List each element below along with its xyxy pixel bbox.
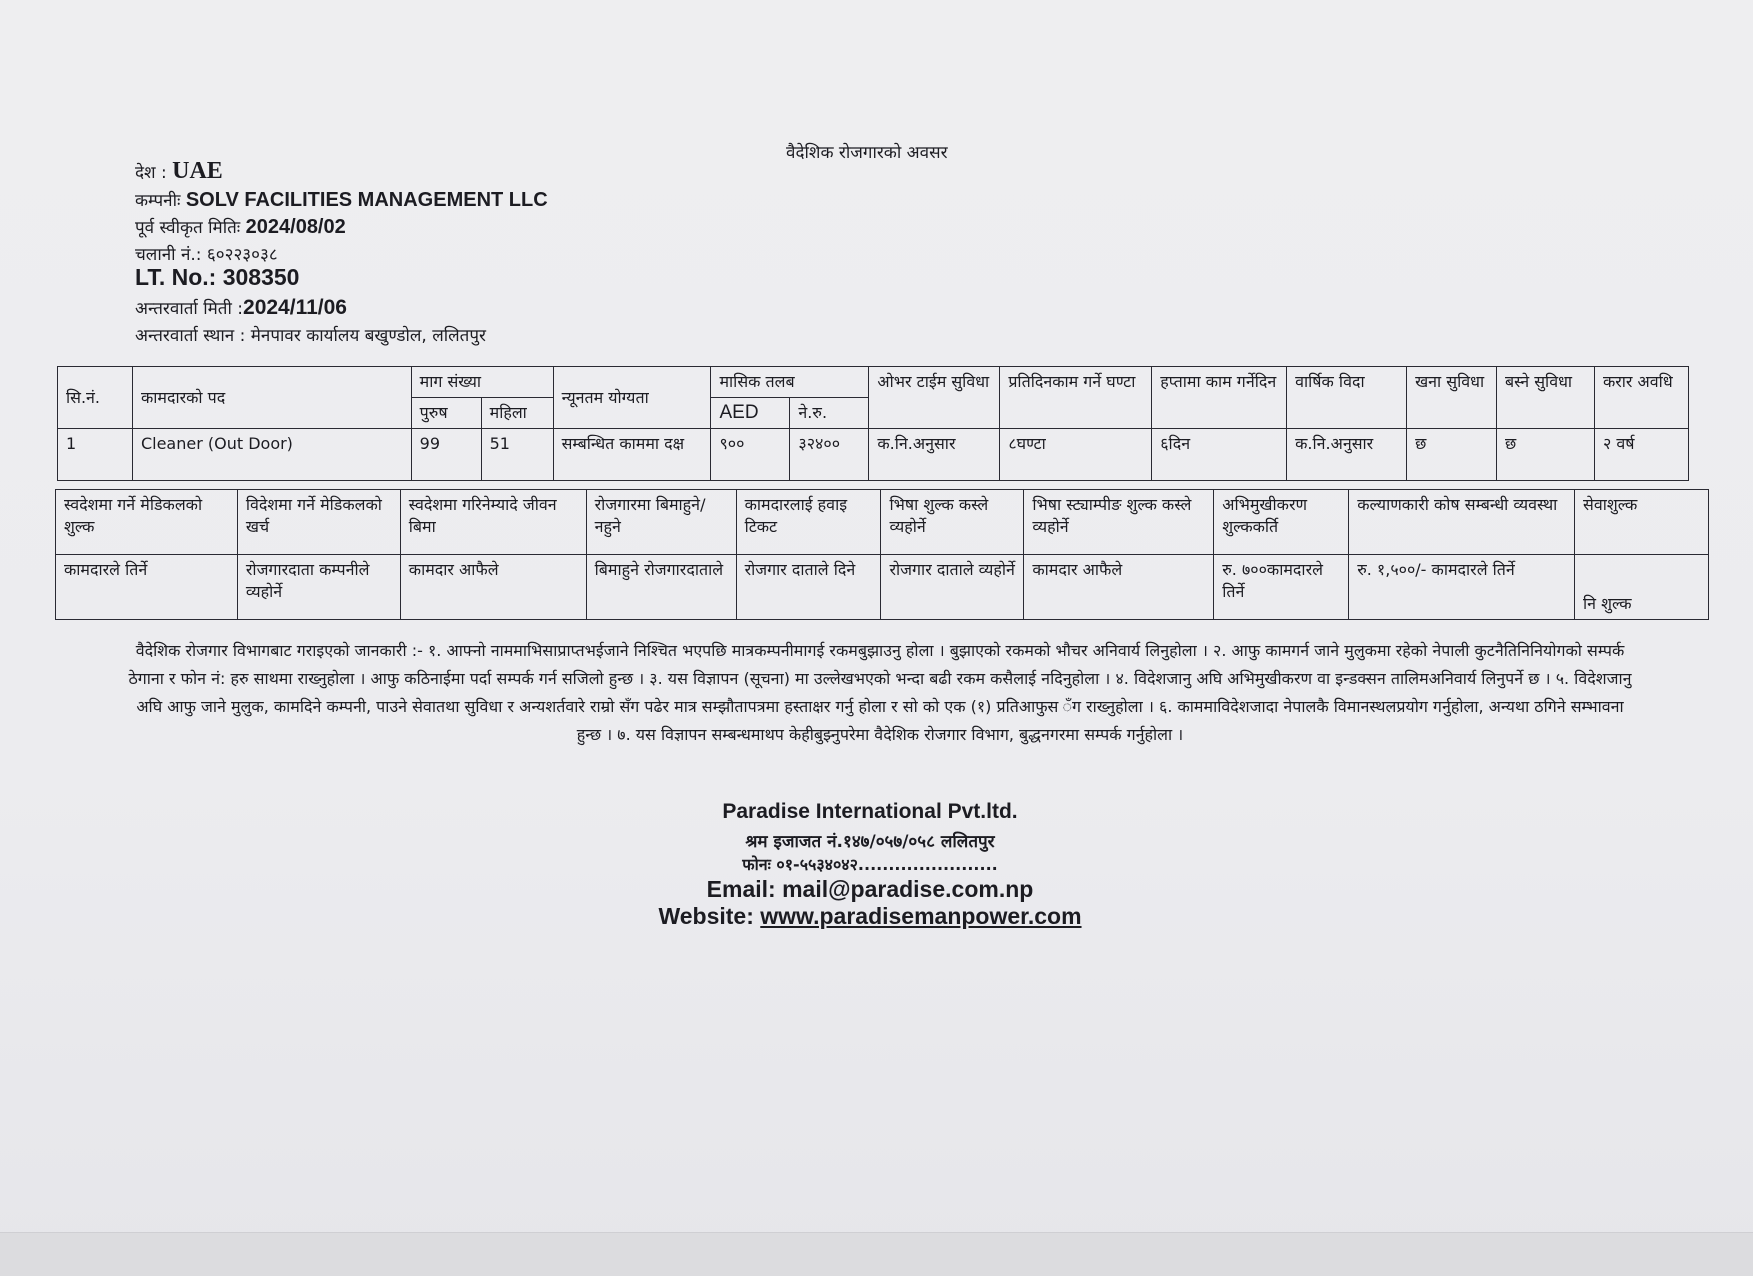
cost-value-cell: रोजगार दाताले व्यहोर्ने <box>881 555 1024 620</box>
cell-food: छ <box>1407 429 1497 481</box>
header-weekly-days: हप्तामा काम गर्नेदिन <box>1152 367 1287 429</box>
cost-details-table <box>55 489 1709 620</box>
cost-value-cell: नि शुल्क <box>1575 555 1709 620</box>
cell-daily-hours: ८घण्टा <box>1000 429 1152 481</box>
cell-accommodation: छ <box>1497 429 1595 481</box>
cell-female: 51 <box>481 429 553 481</box>
cost-header-cell: कल्याणकारी कोष सम्बन्धी व्यवस्था <box>1349 490 1575 555</box>
header-female: महिला <box>481 398 553 429</box>
header-food: खना सुविधा <box>1407 367 1497 429</box>
cost-value-cell: कामदारले तिर्ने <box>56 555 238 620</box>
header-male: पुरुष <box>411 398 481 429</box>
table-header-row <box>58 367 1689 398</box>
header-sn: सि.नं. <box>58 367 133 429</box>
cell-annual-leave: क.नि.अनुसार <box>1287 429 1407 481</box>
cost-value-cell: रोजगार दाताले दिने <box>736 555 881 620</box>
cost-header-cell: भिषा स्ट्याम्पीङ शुल्क कस्ले व्यहोर्ने <box>1024 490 1214 555</box>
country-line <box>135 158 223 185</box>
header-overtime: ओभर टाईम सुविधा <box>869 367 1000 429</box>
footer-email: Email: mail@paradise.com.np <box>706 876 1034 902</box>
cost-header-cell: अभिमुखीकरण शुल्ककर्ति <box>1214 490 1349 555</box>
header-npr: ने.रु. <box>790 398 869 429</box>
cell-sn: 1 <box>58 429 133 481</box>
cost-value-cell: कामदार आफैले <box>1024 555 1214 620</box>
page-heading: वैदेशिक रोजगारको अवसर <box>786 143 948 163</box>
cell-position: Cleaner (Out Door) <box>132 429 411 481</box>
cost-header-row <box>56 490 1709 555</box>
cell-contract: २ वर्ष <box>1594 429 1688 481</box>
cost-value-row <box>56 555 1709 620</box>
header-accommodation: बस्ने सुविधा <box>1497 367 1595 429</box>
cell-weekly-days: ६दिन <box>1152 429 1287 481</box>
header-aed: AED <box>711 398 790 429</box>
preapproval-date: 2024/08/02 <box>245 216 346 238</box>
lt-number: LT. No.: 308350 <box>135 264 300 290</box>
cost-value-cell: रु. १,५००/- कामदारले तिर्ने <box>1349 555 1575 620</box>
interview-label: अन्तरवार्ता मिती : <box>135 299 244 319</box>
cost-header-cell: सेवाशुल्क <box>1575 490 1709 555</box>
cost-value-cell: कामदार आफैले <box>400 555 586 620</box>
cost-value-cell: बिमाहुने रोजगारदाताले <box>586 555 736 620</box>
footer-phone: फोनः ०१-५५३४०४२....................... <box>742 855 998 874</box>
scanner-edge <box>0 1232 1753 1276</box>
header-position: कामदारको पद <box>132 367 411 429</box>
cell-qualification: सम्बन्धित काममा दक्ष <box>553 429 711 481</box>
country-value: UAE <box>172 158 223 184</box>
department-notice: वैदेशिक रोजगार विभागबाट गराइएको जानकारी :- १. आफ्नो नाममाभिसाप्राप्तभईजाने निश्चित भएपछि मात्रकम्पनीमागई रकमबुझाउनु होला । बुझाएको रकमको भौचर अनिवार्य लिनुहोला । २. आफु कामगर्न जाने मुलुकमा रहेको नेपाली कुटनैतिनिनियोगको सम्पर्क ठेगाना र फोन नं: हरु साथमा राख्नुहोला । आफु कठिनाईमा पर्दा सम्पर्क गर्न सजिलो हुन्छ । ३. यस विज्ञापन (सूचना) मा उल्लेखभएको भन्दा बढी रकम कसैलाई नदिनुहोला । ४. विदेशजानु अघि अभिमुखीकरण वा इन्डक्सन तालिमअनिवार्य लिनुपर्ने छ । ५. विदेशजानु अघि आफु जाने मुलुक, कामदिने कम्पनी, पाउने सेवातथा सुविधा र अन्यशर्तवारे राम्रो सँग पढेर मात्र सम्झौतापत्रमा हस्ताक्षर गर्नु होला र सो को एक (१) प्रतिआफुस ँग राख्नुहोला । ६. काममाविदेशजादा नेपालकै विमानस्थलप्रयोग गर्नुहोला, अन्यथा ठगिने सम्भावना हुन्छ । ७. यस विज्ञापन सम्बन्धमाथप केहीबुझ्नुपरेमा वैदेशिक रोजगार विभाग, बुद्धनगरमा सम्पर्क गर्नुहोला । <box>128 641 1632 744</box>
country-label: देश : <box>135 163 173 183</box>
cost-header-cell: स्वदेशमा गरिनेम्यादे जीवन बिमा <box>400 490 586 555</box>
cost-header-cell: रोजगारमा बिमाहुने/नहुने <box>586 490 736 555</box>
footer-company: Paradise International Pvt.ltd. <box>722 800 1018 823</box>
cell-overtime: क.नि.अनुसार <box>869 429 1000 481</box>
company-line <box>135 188 548 212</box>
cost-header-cell: भिषा शुल्क कस्ले व्यहोर्ने <box>881 490 1024 555</box>
interview-line <box>135 296 347 320</box>
preapproval-line <box>135 215 346 239</box>
cost-header-cell: कामदारलाई हवाइ टिकट <box>736 490 881 555</box>
table-row <box>58 429 1689 481</box>
header-annual-leave: वार्षिक विदा <box>1287 367 1407 429</box>
website-link[interactable]: www.paradisemanpower.com <box>760 903 1082 929</box>
header-contract: करार अवधि <box>1594 367 1688 429</box>
cell-aed: ९०० <box>711 429 790 481</box>
header-salary: मासिक तलब <box>711 367 869 398</box>
company-label: कम्पनीः <box>135 191 186 211</box>
interview-date: 2024/11/06 <box>243 296 347 319</box>
cost-header-cell: विदेशमा गर्ने मेडिकलको खर्च <box>237 490 400 555</box>
header-qualification: न्यूनतम योग्यता <box>553 367 711 429</box>
website-label: Website: <box>658 903 761 929</box>
cost-header-cell: स्वदेशमा गर्ने मेडिकलको शुल्क <box>56 490 238 555</box>
job-details-table <box>57 366 1689 481</box>
cell-male: 99 <box>411 429 481 481</box>
cost-value-cell: रोजगारदाता कम्पनीले व्यहोर्ने <box>237 555 400 620</box>
header-demand: माग संख्या <box>411 367 553 398</box>
cost-value-cell: रु. ७००कामदारले तिर्ने <box>1214 555 1349 620</box>
header-daily-hours: प्रतिदिनकाम गर्ने घण्टा <box>1000 367 1152 429</box>
company-value: SOLV FACILITIES MANAGEMENT LLC <box>185 189 548 211</box>
cell-npr: ३२४०० <box>790 429 869 481</box>
preapproval-label: पूर्व स्वीकृत मितिः <box>135 218 246 238</box>
chalani-number: चलानी नं.: ६०२२३०३८ <box>135 245 278 265</box>
interview-venue: अन्तरवार्ता स्थान : मेनपावर कार्यालय बखुण्डोल, ललितपुर <box>135 326 486 346</box>
footer-permit: श्रम इजाजत नं.१४७/०५७/०५८ ललितपुर <box>745 832 995 852</box>
footer-website <box>620 903 1120 930</box>
